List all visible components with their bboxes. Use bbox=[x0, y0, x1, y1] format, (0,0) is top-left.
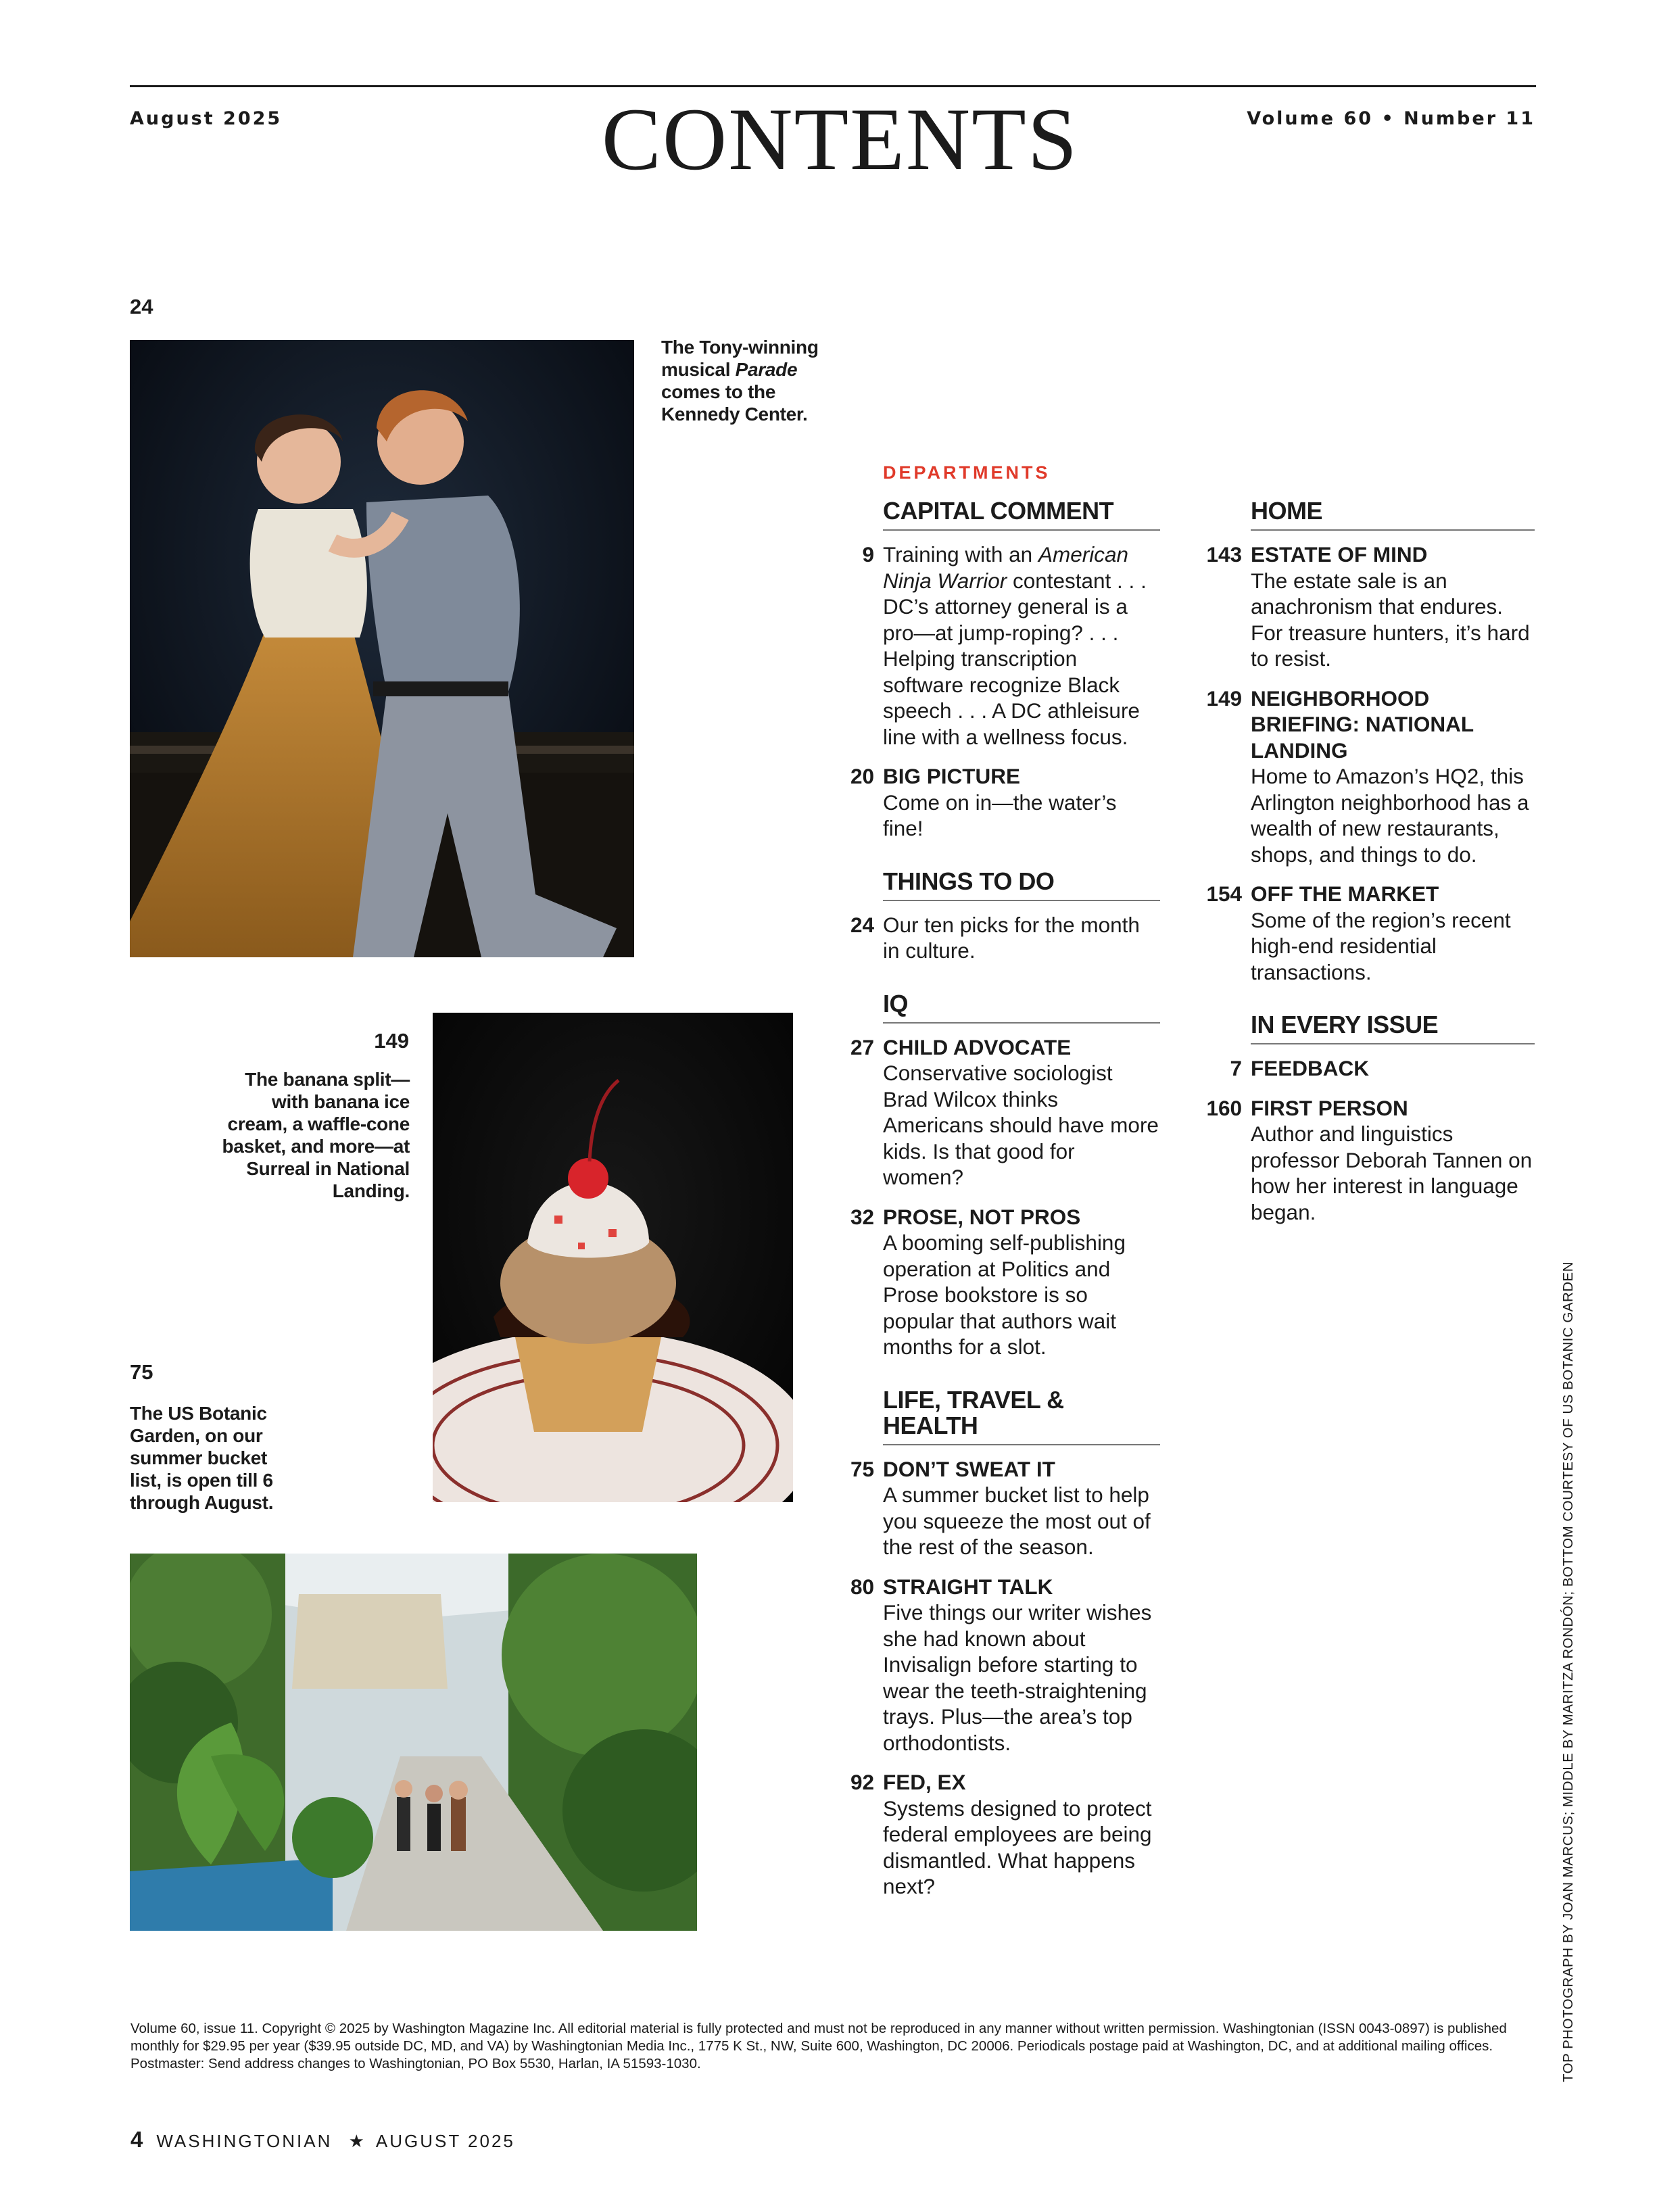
toc-entry-title: FED, EX bbox=[883, 1770, 966, 1794]
toc-entry-title: CHILD ADVOCATE bbox=[883, 1034, 1072, 1059]
toc-entry-title: NEIGHBORHOOD BRIEFING: NATIONAL LANDING bbox=[1251, 686, 1474, 763]
toc-entry-description bbox=[1251, 568, 1535, 672]
toc-page-number: 32 bbox=[850, 1204, 874, 1229]
toc-text: Home to Amazon’s HQ2, this Arlington neighborhood has a wealth of new restaurants, shops, and things to do. bbox=[1251, 764, 1529, 867]
toc-italic-text: American Ninja Warrior bbox=[883, 542, 1128, 593]
sundae-photo-icon bbox=[433, 1013, 793, 1502]
toc-text: Training with an bbox=[883, 542, 1038, 567]
toc-entry-title: DON’T SWEAT IT bbox=[883, 1456, 1055, 1481]
toc-page-number: 160 bbox=[1206, 1095, 1242, 1120]
toc-entry-title: ESTATE OF MIND bbox=[1251, 542, 1428, 567]
toc-entry-body bbox=[883, 542, 1160, 750]
toc-entry[interactable] bbox=[1203, 686, 1535, 868]
toc-entry-title: PROSE, NOT PROS bbox=[883, 1204, 1081, 1229]
page-title: CONTENTS bbox=[601, 89, 1079, 189]
feature-caption: The Tony-winning musical Parade comes to the Kennedy Center. bbox=[661, 337, 819, 425]
toc-page-number: 80 bbox=[850, 1574, 874, 1599]
toc-entry[interactable] bbox=[1203, 542, 1535, 672]
toc-text: Conservative sociologist Brad Wilcox thinks Americans should have more kids. Is that good for women? bbox=[883, 1061, 1159, 1189]
toc-entry-body bbox=[883, 912, 1160, 964]
section-heading: LIFE, TRAVEL & HEALTH bbox=[883, 1387, 1160, 1445]
toc-entry-title: FEEDBACK bbox=[1251, 1056, 1370, 1080]
toc-entry[interactable] bbox=[836, 763, 1160, 842]
toc-entry[interactable] bbox=[836, 1204, 1160, 1360]
toc-entry-body bbox=[1251, 686, 1535, 868]
photo-credit: TOP PHOTOGRAPH BY JOAN MARCUS; MIDDLE BY MARITZA RONDÓN; BOTTOM COURTESY OF US BOTANIC GARDEN bbox=[1560, 1261, 1576, 2082]
toc-text: Systems designed to protect federal employees are being dismantled. What happens next? bbox=[883, 1796, 1152, 1898]
departments-label: DEPARTMENTS bbox=[883, 462, 1051, 483]
toc-page-number: 7 bbox=[1230, 1056, 1242, 1080]
volume-number: Volume 60 • Number 11 bbox=[1247, 108, 1535, 129]
toc-entry-description bbox=[883, 1060, 1160, 1191]
toc-text: Some of the region’s recent high-end residential transactions. bbox=[1251, 907, 1511, 984]
feature-page-number: 24 bbox=[130, 295, 153, 318]
toc-entry-description bbox=[883, 1230, 1160, 1360]
toc-page-number: 27 bbox=[850, 1034, 874, 1059]
toc-entry[interactable] bbox=[1203, 1095, 1535, 1226]
folio-issue: AUGUST 2025 bbox=[375, 2131, 515, 2151]
toc-page-number: 9 bbox=[862, 542, 874, 567]
section-heading: IQ bbox=[883, 991, 1160, 1024]
page-number: 4 bbox=[130, 2127, 143, 2152]
toc-entry[interactable] bbox=[836, 1034, 1160, 1191]
feature-page-number: 75 bbox=[130, 1360, 153, 1384]
toc-entry-description bbox=[883, 912, 1160, 964]
top-rule bbox=[130, 85, 1536, 87]
feature-page-number: 149 bbox=[374, 1029, 409, 1053]
toc-entry-description bbox=[883, 1482, 1160, 1560]
feature-caption: The banana split—with banana ice cream, a waffle-cone basket, and more—at Surreal in National Landing. bbox=[222, 1069, 410, 1201]
toc-entry-body bbox=[883, 763, 1160, 842]
toc-text: A summer bucket list to help you squeeze the most out of the rest of the season. bbox=[883, 1483, 1151, 1559]
toc-entry-description bbox=[1251, 1121, 1535, 1225]
section-heading: CAPITAL COMMENT bbox=[883, 498, 1160, 531]
copyright-notice: Volume 60, issue 11. Copyright © 2025 by Washington Magazine Inc. All editorial material is fully protected and must not be reproduced in any manner without written permission. Washingtonian (ISSN 0043-0897) is published monthly for $29.95 per year ($39.95 outside DC, MD, and VA) by Washingtonian Media Inc., 1775 K St., NW, Suite 600, Washington, DC 20006. Periodicals postage paid at Washington, DC, and at additional mailing offices. Postmaster: Send address changes to Washingtonian, PO Box 5530, Harlan, IA 51593-1030. bbox=[130, 2021, 1507, 2071]
section-heading: IN EVERY ISSUE bbox=[1251, 1012, 1535, 1044]
toc-entry[interactable] bbox=[836, 542, 1160, 750]
page-folio bbox=[130, 2127, 515, 2153]
section-heading: HOME bbox=[1251, 498, 1535, 531]
toc-entry-body bbox=[1251, 1095, 1535, 1226]
conservatory-photo-icon bbox=[130, 1554, 697, 1931]
toc-text: contestant . . . DC’s attorney general is a pro—at jump-roping? . . . Helping transcription software recognize Black speech . . . A DC athleisure line with a wellness focus. bbox=[883, 568, 1147, 749]
section-heading: THINGS TO DO bbox=[883, 869, 1160, 901]
toc-text: Come on in—the water’s fine! bbox=[883, 790, 1117, 840]
toc-entry-description bbox=[1251, 907, 1535, 986]
toc-entry-title: OFF THE MARKET bbox=[1251, 882, 1439, 906]
toc-entry[interactable] bbox=[836, 1574, 1160, 1756]
toc-entry-description bbox=[883, 1600, 1160, 1756]
issue-date: August 2025 bbox=[130, 108, 283, 129]
feature-caption: The US Botanic Garden, on our summer bucket list, is open till 6 through August. bbox=[130, 1403, 274, 1513]
toc-entry-body bbox=[1251, 1055, 1535, 1082]
toc-entry[interactable] bbox=[836, 912, 1160, 964]
departments-column-right bbox=[1203, 498, 1535, 1225]
toc-text: The estate sale is an anachronism that endures. For treasure hunters, it’s hard to resist. bbox=[1251, 568, 1530, 671]
toc-page-number: 20 bbox=[850, 764, 874, 788]
toc-entry[interactable] bbox=[836, 1769, 1160, 1900]
toc-entry[interactable] bbox=[1203, 1055, 1535, 1082]
magazine-name: WASHINGTONIAN bbox=[156, 2131, 333, 2151]
toc-text: A booming self-publishing operation at Politics and Prose bookstore is so popular that authors wait months for a slot. bbox=[883, 1230, 1126, 1359]
toc-entry-body bbox=[883, 1204, 1160, 1360]
toc-text: Five things our writer wishes she had known about Invisalign before starting to wear the teeth-straightening trays. Plus—the area’s top orthodontists. bbox=[883, 1600, 1152, 1755]
departments-column-left bbox=[836, 498, 1160, 1900]
toc-page-number: 92 bbox=[850, 1770, 874, 1794]
toc-entry-title: STRAIGHT TALK bbox=[883, 1574, 1053, 1599]
toc-entry-description bbox=[1251, 763, 1535, 867]
toc-entry[interactable] bbox=[1203, 881, 1535, 985]
toc-entry-body bbox=[1251, 542, 1535, 672]
toc-entry-body bbox=[883, 1769, 1160, 1900]
toc-entry-description bbox=[883, 542, 1160, 750]
toc-text: Author and linguistics professor Deborah Tannen on how her interest in language began. bbox=[1251, 1122, 1533, 1224]
toc-page-number: 154 bbox=[1206, 882, 1242, 906]
toc-page-number: 149 bbox=[1206, 686, 1242, 711]
toc-text: Our ten picks for the month in culture. bbox=[883, 912, 1140, 963]
toc-page-number: 75 bbox=[850, 1456, 874, 1481]
toc-entry-body bbox=[1251, 881, 1535, 985]
toc-page-number: 143 bbox=[1206, 542, 1242, 567]
toc-entry-title: BIG PICTURE bbox=[883, 764, 1021, 788]
toc-entry-body bbox=[883, 1574, 1160, 1756]
toc-entry-description bbox=[883, 790, 1160, 842]
star-icon: ★ bbox=[348, 2131, 366, 2151]
toc-entry-body bbox=[883, 1034, 1160, 1191]
toc-entry-body bbox=[883, 1456, 1160, 1560]
toc-entry-title: FIRST PERSON bbox=[1251, 1095, 1408, 1120]
toc-page-number: 24 bbox=[850, 912, 874, 937]
toc-entry[interactable] bbox=[836, 1456, 1160, 1560]
toc-entry-description bbox=[883, 1796, 1160, 1900]
theater-photo-icon bbox=[130, 340, 634, 957]
